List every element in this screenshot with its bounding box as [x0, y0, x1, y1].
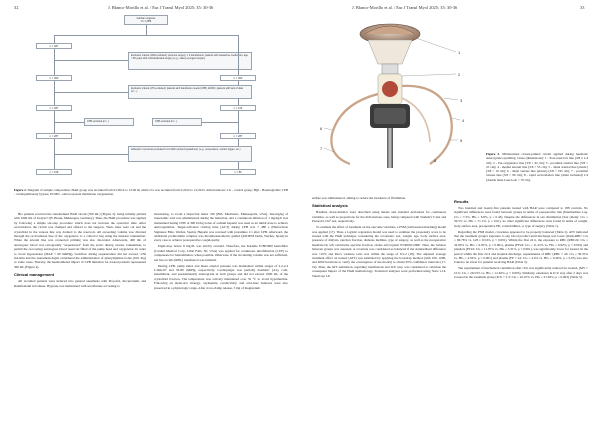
flow-box-adherence: Adhesion to protocol (excluded if not within protocol guidelines): (e.g., temperature, suction trigger, etc.): [128, 146, 252, 162]
circuit-photo: [310, 14, 480, 172]
flow-box-n2: n = 300: [36, 75, 72, 81]
flow-box-exclusion-2: Exclusion criteria (176 excluded): patients with transfusion needs (CPB), ECMO, patients with lack of data (n=...): [128, 85, 252, 99]
flow-top-title: Cardiac surgeries: [136, 17, 156, 20]
paragraph: sulfate was administered, aiming to reduce the incidence of fibrillation.: [312, 196, 407, 200]
paragraph: Eight-drop below 8 mg/dL was strictly avoided. Therefore, the Katzelle E18F2000 hemofilter (Cardial Medical Corp, Little Falls, NJ, USA) was applied for continuous ultrafiltration (CUF) to compensate for hemodilution, when possible. Otherwise, if the circulating volume was not sufficient, red blood cells (RBC) transfusion was initiated.: [154, 244, 288, 262]
paragraph: The requirement of mechanical ventilation after 10 h was significantly reduced for treated, (MV > 10 h: CG = 26.53% vs. HG = 12.62%, p < 0.005). Similarly, extension in ICU stay after 2 days was lowered in the treatment group (ICU > 2 d: CG = 42.47% vs. HG = 31.39%, p = 0.003) (Table 3).: [454, 266, 588, 280]
flow-box-n3: n = 300: [220, 75, 256, 81]
svg-text:3: 3: [460, 98, 463, 103]
paragraph: Baseline characteristics were described using means and standard deviations for continuous variables, as well as proportions for the dichotomous ones, being compared with Student's T-test and Pearson's Chi² test, respectively.: [312, 210, 446, 224]
flow-top-box: [124, 15, 168, 25]
figure-2-text: Diagram of sample composition. HAR group was recruited from 01/2014 to 12/2016, while CG was recruited from 5/2012 to 12/2013. Abbreviations: CG - control group; Hgb - Haemoglobin; CPB - cardiopulmonary bypass; ECMO - extracorporeal membrane oxygenation.: [14, 188, 288, 197]
svg-text:7: 7: [320, 146, 323, 151]
svg-text:2: 2: [458, 72, 461, 77]
paragraph: All recruited patients were induced into general anesthesia with Propofol, Rocuronium, and Remifentanil in boluses. Hypoxia was maintained with sevoflurane according to: [14, 279, 146, 288]
flow-box-exclusion-1: Exclusion criteria (1199 excluded): previous surgery, ≥ 3 transfusions; patients with vasoactive medication; age > 80 years with contraindicated surgery (e.g., valve) emergent surgery: [128, 52, 252, 70]
left-page-number: 32: [14, 5, 19, 10]
section-heading-results: Results: [454, 199, 469, 204]
figure-3-caption: [486, 152, 588, 182]
figure-3-label: Figure 3.: [486, 152, 500, 156]
flow-box-n5: n = 124: [220, 105, 256, 111]
paragraph: Two hundred and twenty-five patients treated with HAR were compared to 188 controls. No significant differences were found between groups in terms of preoperative risk (Intermediate Log. CG = 7.3%, HG = 6.8%, p = 0.43). Despite the differences in sex distribution (Sex (male): CG = 59.5% vs. HG = 71.1%, p = 0.01), no other significant differences were found in terms of weight, body surface area, preoperative Hb, comorbidities, or type of surgery (Table 1).: [454, 205, 588, 228]
paragraph: monitoring, to avoid a bispectral index <60 (BIS, Medtronic, Minneapolis, USA). Ten-mg/kg of tranexamic acid was administered during the induction, and a continuous infusion of 1 mg/kg/h was maintained during CPB. A 300 UI/kg bolus of sodium heparin was used as an initial dose to achieve anticoagulation. Target-activated clotting time (ACT) during CPB was > 480 s (Hemochron Signature Elite, Werfen, Spain). Heparin was reversed with protamine 1:1 after CPB. Afterward, the additional prothrombin complex was thrombelastometric guided (ROTEM Delta, Werfen, Spain) in every case to achieve postoperative coagulopathy.: [154, 212, 288, 243]
flow-box-cpb-excluded-1: CPB excluded (n=...): [84, 118, 134, 126]
paragraph: HG patients received the standardised HAR circuit (760 mL) (Figure 3), being initially primed with 1000 mL of Isolyte® (B. Braun, Melsungen, Germany). Then, the HAR procedure was applied by following a simple six-step procedure which does not increase the operative time. After recirculation, the circuit was clamped and offered to the surgeon. Then, lines were cut and the crystalloid in the venous line was drained to the reservoir. All exceeding volume was diverted through the recirculation line of the oxygenator to a collector bag using the internal cannulation. When the arterial line was connected priming was also discarded. Afterwards, 400 mL of autologous blood was retrogradely "sequestered" from the aortic during venous cannulation, to permit the recovering autologous blood reservoir filled of the pump head and oxygenator. In order to avoid hypotension (MAP < 60 mmHg), backflow during sequestration did not exceed ~250 mL/min and the anaesthesiologist considered the administration of phenylephrine bolus (0.01 mg) or some cases. Thereby, the haemodiluted impact of CPB initiation for treated patients represented 300 mL (Figure 4).: [14, 212, 146, 269]
flow-top-count: N = 1,856: [140, 20, 152, 23]
right-page: [300, 0, 600, 424]
section-heading-statistical-analysis: Statistical analysis: [312, 203, 348, 209]
right-page-number: 33: [580, 5, 585, 10]
right-column-1: [312, 196, 446, 280]
left-running-head: J. Blanco-Morillo et al. / Eur J Transl Myol 2025; 35: 30-36: [108, 5, 214, 10]
paragraph: During CPB, pump index and mean arterial pressure was maintained within ranges of 2.2-2.4 L/min/m² and 50-80 mmHg, respectively. Cardioplegia was partially haematic (4:1), cold, intermittent, and predominantly anterograde in both groups and did not exceed 1000 mL of the crystalloid fraction. The temperature was actively maintained over 35 °C to avoid hypothermia. Following an alpha-stat strategy, oxyhaemia, conductivity, and acid-base balances were also preserved in a physiologic range. After cross-clamp release, 5 mg of magnesium: [154, 263, 288, 290]
figure-2-label: Figure 2.: [14, 188, 27, 192]
left-column-1: [14, 212, 146, 290]
svg-text:8: 8: [434, 158, 437, 163]
section-heading-clinical-management: Clinical management: [14, 272, 55, 278]
figure-2-caption: [14, 188, 288, 197]
flow-box-n6: n = 287: [36, 133, 72, 139]
left-column-2: [154, 212, 288, 292]
paragraph: Regarding the PSM model, covariates appeared to be properly balanced (Table 2). ATT indicated that the treatment group's exposure to any blood product until discharge was lower (Odds-RBC: CG = 66.76% vs. GH = 9.54%, p < 0.001). Within the first 24 h, the exposure to RBC (RBC24: CG = 32.09% vs. HG = 9.95%, p < 0.001), plasma (FP24: CG = 11.22% vs. HG = 0.92%, p < 0.001) and platelets (PT24: CG = 11.97% vs. HG = 3.31%, p < 0.001), was significantly lower for treated. In the period within the first 24 h and hospital discharge, requirements of RBC (RBC > 24: CG = 39.55% vs. HG = 4.59%, p < 0.001) and plasma (FP > 24: CG = 4.4% vs. HG = 0.46%, p = 0.03) was also found to be lower for patients receiving HAR (Table 3).: [454, 229, 588, 265]
svg-text:5: 5: [460, 138, 463, 143]
svg-text:6: 6: [320, 126, 323, 131]
svg-text:1: 1: [458, 50, 461, 55]
figure-3-text: Miniaturized closed-primed circuit applied during haematic anterograde reprinting. Lines (dimensions): 1 - Post-reservoir line (3/8 x 1/4 cm); 2 - Pre-oxygenator line (3/8 × 42 cm); 3 - proximal arterial line (3/8 × 25 cm); 4 - medial arterial line (3/8 × 55 cm); 5 - distal arterial line (elastic) (3/8 × 10 cm); 6 - distal venous line (elastic) (3/8 × 195 cm); 7 - proximal venous line (3/8 × 90 cm); 8 - rapid recirculation line (drain included) 1/4 (double male Luer-lock × 70 cm).: [486, 152, 588, 182]
right-running-head: J. Blanco-Morillo et al. / Eur J Transl Myol 2025; 35: 30-36: [352, 5, 458, 10]
svg-text:4: 4: [462, 118, 465, 123]
flow-box-n8: n = 108: [36, 169, 72, 175]
flow-box-cpb-excluded-2: CPB excluded (n=...): [152, 118, 202, 126]
flow-diagram: [6, 14, 292, 186]
flow-box-n1: n = 487: [36, 43, 72, 49]
right-column-2: [454, 196, 588, 281]
flow-box-n9: n = 86: [220, 169, 256, 175]
paragraph: To estimate the effect of treatment on the outcome variables, a PSM (with kernel matching) model was applied (17). Thus, a logistic regression model was used to estimate the propensity score to be treated with the HAR technique considering the covariates: sex, weight, age, body surface area, presence of dialysis, ejection fraction, diabetes mellitus, type of surgery, as well as the preoperative haematocrit, left ventricular ejection fraction, stroke and logistic EUROSCORE. Then, the balance between groups was assessed. A covariate was considered as balanced if the standardised difference was <10% and Rao's variance ratio was within the range of 0.5-2 (18). The adjusted average treatment effect on treated (ATT) was estimated by applying the bootstrap method (with 100, 1000, and 2000 iterations to verify the convergence of the model) to obtain 95% confidence intervals (17-19). Then, the ATT estimation, regarding transfusions and ICU stay, was considered to calculate the consequent impact of the HAR methodology. Statistical analyses were performed using Stata v.14, StataCorp LP.: [312, 225, 446, 278]
flow-box-n4: n = 287: [36, 105, 72, 111]
flow-box-n7: n = 287: [220, 133, 256, 139]
